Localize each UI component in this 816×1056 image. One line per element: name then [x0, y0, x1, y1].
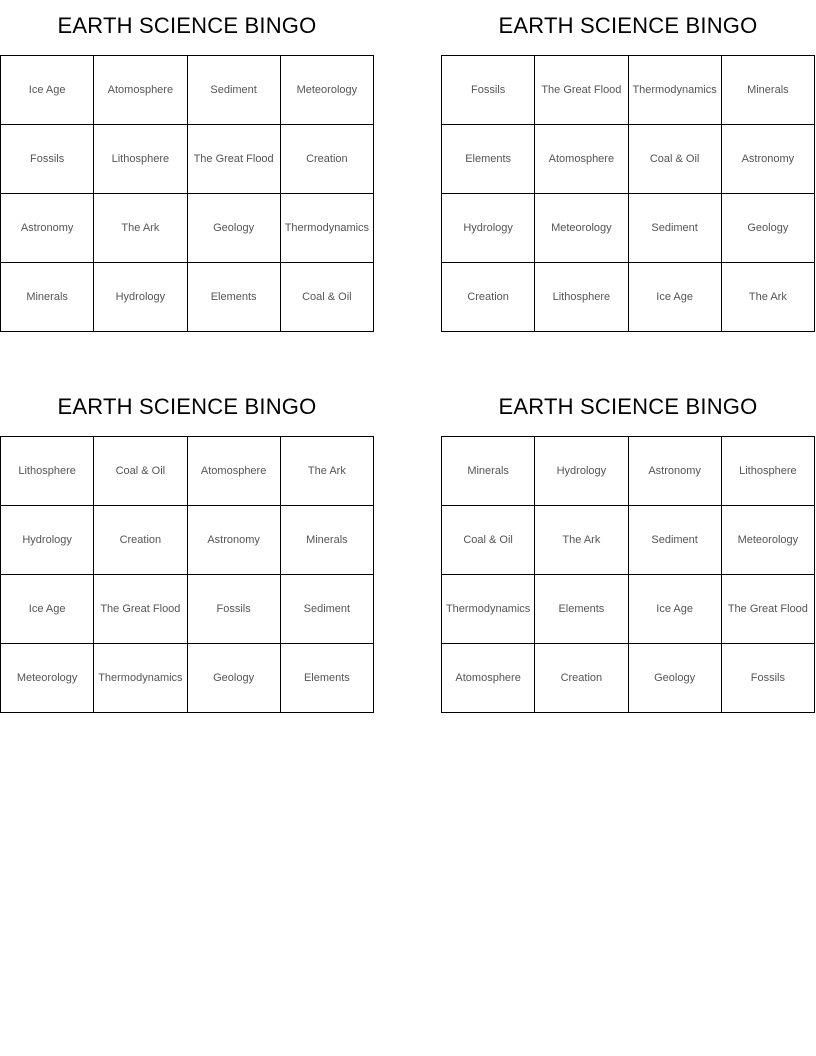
- grid-cell: Lithosphere: [1, 437, 94, 506]
- grid-cell: Creation: [94, 506, 187, 575]
- card-title: EARTH SCIENCE BINGO: [498, 13, 758, 38]
- grid-cell: Coal & Oil: [94, 437, 187, 506]
- grid-cell: Meteorology: [535, 194, 628, 263]
- grid-row: [1, 644, 374, 713]
- grid-cell: Elements: [535, 575, 628, 644]
- bingo-grid: [0, 55, 374, 332]
- grid-cell: Lithosphere: [535, 263, 628, 332]
- grid-cell: Ice Age: [628, 575, 721, 644]
- grid-cell: Sediment: [628, 506, 721, 575]
- grid-row: [442, 194, 815, 263]
- card-title: EARTH SCIENCE BINGO: [57, 13, 317, 38]
- grid-cell: Astronomy: [628, 437, 721, 506]
- grid-cell: Geology: [628, 644, 721, 713]
- grid-cell: Thermodynamics: [628, 56, 721, 125]
- grid-cell: Astronomy: [1, 194, 94, 263]
- grid-cell: The Ark: [280, 437, 373, 506]
- grid-cell: Hydrology: [1, 506, 94, 575]
- grid-cell: Elements: [280, 644, 373, 713]
- bingo-card-1: [0, 0, 374, 332]
- grid-cell: Atomosphere: [442, 644, 535, 713]
- grid-cell: Meteorology: [1, 644, 94, 713]
- grid-cell: The Great Flood: [535, 56, 628, 125]
- grid-cell: Ice Age: [628, 263, 721, 332]
- grid-cell: Thermodynamics: [280, 194, 373, 263]
- grid-cell: Minerals: [721, 56, 814, 125]
- grid-cell: Coal & Oil: [628, 125, 721, 194]
- grid-cell: Sediment: [280, 575, 373, 644]
- grid-cell: The Great Flood: [94, 575, 187, 644]
- grid-row: [442, 575, 815, 644]
- grid-cell: Astronomy: [187, 506, 280, 575]
- grid-cell: Atomosphere: [535, 125, 628, 194]
- grid-row: [442, 56, 815, 125]
- grid-cell: Coal & Oil: [280, 263, 373, 332]
- grid-cell: Hydrology: [535, 437, 628, 506]
- grid-cell: Minerals: [442, 437, 535, 506]
- grid-cell: Fossils: [1, 125, 94, 194]
- grid-cell: Minerals: [280, 506, 373, 575]
- grid-cell: Meteorology: [280, 56, 373, 125]
- grid-cell: Lithosphere: [94, 125, 187, 194]
- grid-cell: Ice Age: [1, 575, 94, 644]
- grid-row: [1, 125, 374, 194]
- grid-cell: Hydrology: [442, 194, 535, 263]
- grid-cell: Fossils: [721, 644, 814, 713]
- grid-cell: The Ark: [721, 263, 814, 332]
- grid-cell: Creation: [535, 644, 628, 713]
- grid-row: [1, 575, 374, 644]
- grid-cell: Coal & Oil: [442, 506, 535, 575]
- grid-row: [1, 437, 374, 506]
- grid-row: [442, 437, 815, 506]
- grid-row: [442, 263, 815, 332]
- grid-row: [1, 506, 374, 575]
- bingo-card-3: [0, 381, 374, 713]
- grid-cell: Geology: [187, 644, 280, 713]
- grid-cell: Atomosphere: [94, 56, 187, 125]
- grid-cell: Sediment: [187, 56, 280, 125]
- grid-row: [442, 644, 815, 713]
- grid-row: [1, 263, 374, 332]
- card-title: EARTH SCIENCE BINGO: [57, 394, 317, 419]
- bingo-card-2: [441, 0, 815, 332]
- grid-cell: Elements: [442, 125, 535, 194]
- grid-cell: Atomosphere: [187, 437, 280, 506]
- grid-row: [1, 194, 374, 263]
- grid-cell: Minerals: [1, 263, 94, 332]
- grid-row: [442, 506, 815, 575]
- grid-cell: Meteorology: [721, 506, 814, 575]
- grid-cell: Geology: [187, 194, 280, 263]
- grid-cell: Creation: [442, 263, 535, 332]
- grid-cell: Astronomy: [721, 125, 814, 194]
- grid-cell: The Great Flood: [187, 125, 280, 194]
- grid-cell: Elements: [187, 263, 280, 332]
- grid-cell: Creation: [280, 125, 373, 194]
- grid-cell: Fossils: [442, 56, 535, 125]
- grid-cell: The Ark: [535, 506, 628, 575]
- bingo-grid: [441, 55, 815, 332]
- grid-cell: The Great Flood: [721, 575, 814, 644]
- grid-row: [1, 56, 374, 125]
- bingo-card-4: [441, 381, 815, 713]
- grid-cell: Hydrology: [94, 263, 187, 332]
- bingo-grid: [0, 436, 374, 713]
- grid-cell: Sediment: [628, 194, 721, 263]
- grid-cell: Thermodynamics: [442, 575, 535, 644]
- grid-row: [442, 125, 815, 194]
- card-title: EARTH SCIENCE BINGO: [498, 394, 758, 419]
- grid-cell: Thermodynamics: [94, 644, 187, 713]
- grid-cell: The Ark: [94, 194, 187, 263]
- grid-cell: Ice Age: [1, 56, 94, 125]
- grid-cell: Geology: [721, 194, 814, 263]
- bingo-grid: [441, 436, 815, 713]
- grid-cell: Lithosphere: [721, 437, 814, 506]
- grid-cell: Fossils: [187, 575, 280, 644]
